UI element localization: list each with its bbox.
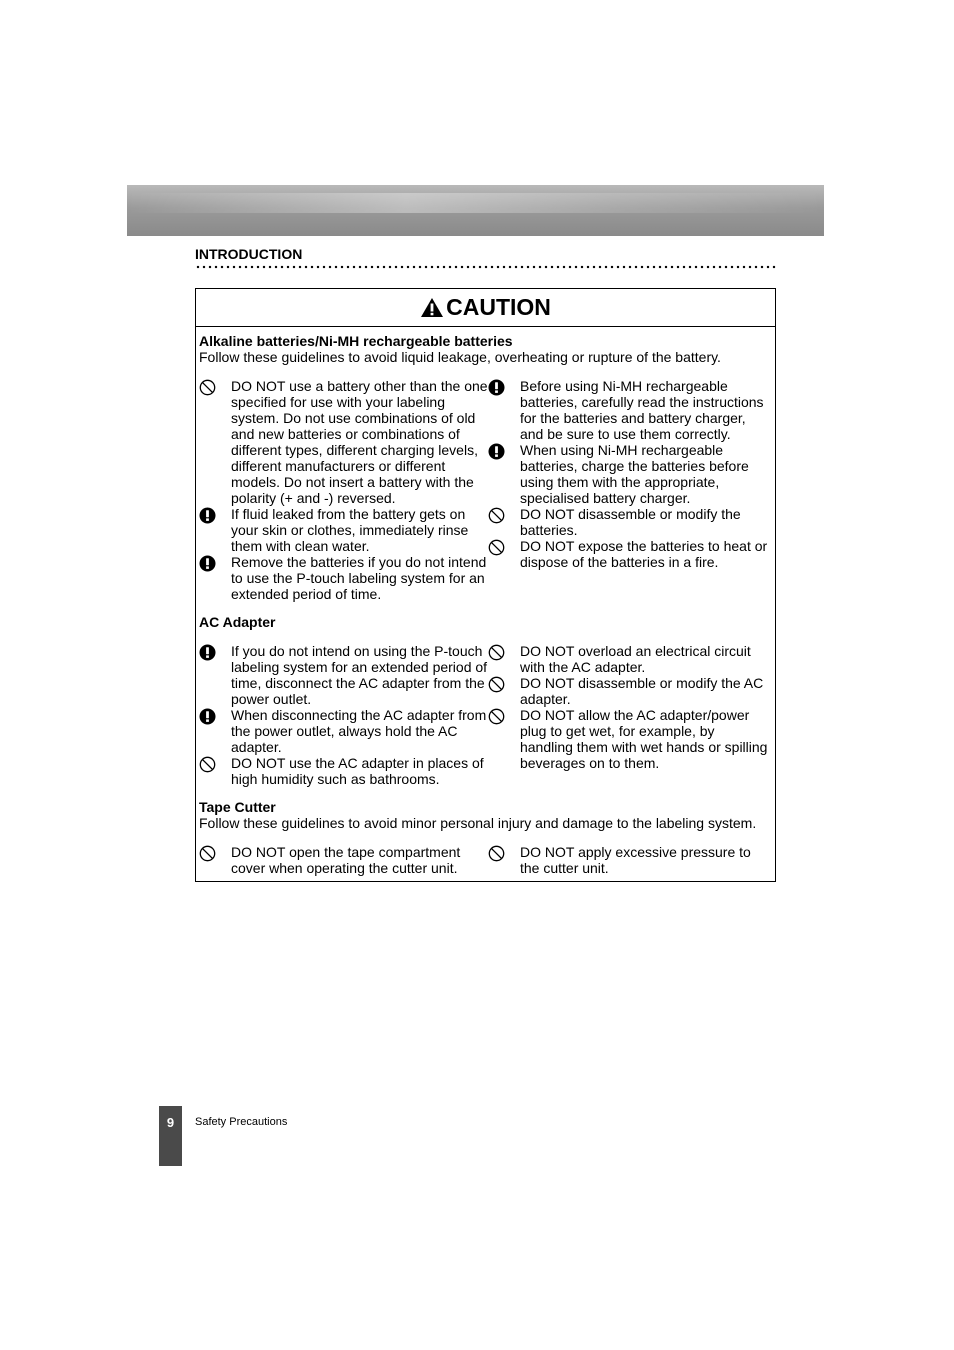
- ac-adapter-title: AC Adapter: [199, 614, 276, 630]
- tape-cutter-title: Tape Cutter: [199, 799, 276, 815]
- precaution-item: [199, 844, 488, 876]
- prohibited-icon: [488, 675, 520, 693]
- precaution-text: DO NOT expose the batteries to heat or dispose of the batteries in a fire.: [519, 538, 768, 570]
- precaution-item: [199, 554, 488, 602]
- exclamation-icon: [488, 378, 520, 396]
- tape-cutter-intro: Follow these guidelines to avoid minor personal injury and damage to the labeling system.: [199, 815, 757, 831]
- exclamation-icon: [199, 643, 231, 661]
- precaution-text: Before using Ni-MH rechargeable batteries, carefully read the instructions for the batteries and battery charger, and be sure to use them correctly.: [519, 378, 764, 442]
- warning-triangle-icon: [420, 297, 444, 318]
- batteries-right: [488, 378, 771, 602]
- section-heading: INTRODUCTION: [195, 246, 303, 262]
- precaution-text: When using Ni-MH rechargeable batteries, charge the batteries before using them with the appropriate, specialised battery charger.: [519, 442, 749, 506]
- precaution-text: DO NOT use the AC adapter in places of high humidity such as bathrooms.: [231, 755, 484, 787]
- page-number: 9: [159, 1106, 182, 1166]
- prohibited-icon: [199, 755, 231, 773]
- precaution-text: DO NOT apply excessive pressure to the cutter unit.: [519, 844, 751, 876]
- batteries-intro: Follow these guidelines to avoid liquid leakage, overheating or rupture of the battery.: [199, 349, 721, 365]
- prohibited-icon: [488, 506, 520, 524]
- precaution-text: If you do not intend on using the P-touch labeling system for an extended period of time, disconnect the AC adapter from the power outlet.: [231, 643, 488, 707]
- dotted-divider: [195, 265, 777, 269]
- precaution-text: When disconnecting the AC adapter from the power outlet, always hold the AC adapter.: [231, 707, 487, 755]
- ac-adapter-right: [488, 643, 771, 787]
- batteries-left: [199, 378, 488, 602]
- precaution-text: DO NOT overload an electrical circuit with the AC adapter.: [519, 643, 751, 675]
- precaution-item: [488, 538, 771, 570]
- prohibited-icon: [488, 844, 520, 862]
- precaution-text: DO NOT open the tape compartment cover when operating the cutter unit.: [231, 844, 461, 876]
- precaution-item: [488, 675, 771, 707]
- precaution-text: If fluid leaked from the battery gets on your skin or clothes, immediately rinse them with clean water.: [231, 506, 469, 554]
- tape-cutter-right: [488, 844, 771, 876]
- exclamation-icon: [199, 506, 231, 524]
- caution-box: [195, 288, 776, 882]
- precaution-item: [488, 506, 771, 538]
- precaution-text: DO NOT disassemble or modify the batteries.: [519, 506, 741, 538]
- prohibited-icon: [199, 378, 231, 396]
- exclamation-icon: [488, 442, 520, 460]
- exclamation-icon: [199, 707, 231, 725]
- precaution-item: [199, 707, 488, 755]
- precaution-text: DO NOT disassemble or modify the AC adapter.: [519, 675, 764, 707]
- precaution-text: DO NOT use a battery other than the one specified for use with your labeling system. Do not use combinations of old and new batteries or combinations of different types, different charging levels, different manufacturers or different models. Do not insert a battery with the polarity (+ and -) reversed.: [231, 378, 488, 506]
- precaution-text: DO NOT allow the AC adapter/power plug to get wet, for example, by handling them with wet hands or spilling beverages on to them.: [519, 707, 768, 771]
- precaution-item: [488, 442, 771, 506]
- tape-cutter-left: [199, 844, 488, 876]
- header-banner: [127, 185, 824, 236]
- precaution-item: [488, 707, 771, 771]
- precaution-item: [199, 506, 488, 554]
- batteries-title: Alkaline batteries/Ni-MH rechargeable batteries: [199, 333, 513, 349]
- prohibited-icon: [488, 643, 520, 661]
- batteries-columns: [199, 378, 771, 602]
- precaution-item: [199, 378, 488, 506]
- ac-adapter-columns: [199, 643, 771, 787]
- caution-title: CAUTION: [446, 294, 551, 320]
- caution-header: [196, 289, 775, 327]
- precaution-item: [488, 378, 771, 442]
- tape-cutter-columns: [199, 844, 771, 876]
- exclamation-icon: [199, 554, 231, 572]
- precaution-item: [199, 643, 488, 707]
- precaution-text: Remove the batteries if you do not intend to use the P-touch labeling system for an extended period of time.: [231, 554, 487, 602]
- prohibited-icon: [488, 707, 520, 725]
- precaution-item: [488, 844, 771, 876]
- caution-content: [196, 327, 775, 876]
- precaution-item: [199, 755, 488, 787]
- ac-adapter-left: [199, 643, 488, 787]
- precaution-item: [488, 643, 771, 675]
- prohibited-icon: [488, 538, 520, 556]
- footer-label: Safety Precautions: [195, 1116, 288, 1128]
- prohibited-icon: [199, 844, 231, 862]
